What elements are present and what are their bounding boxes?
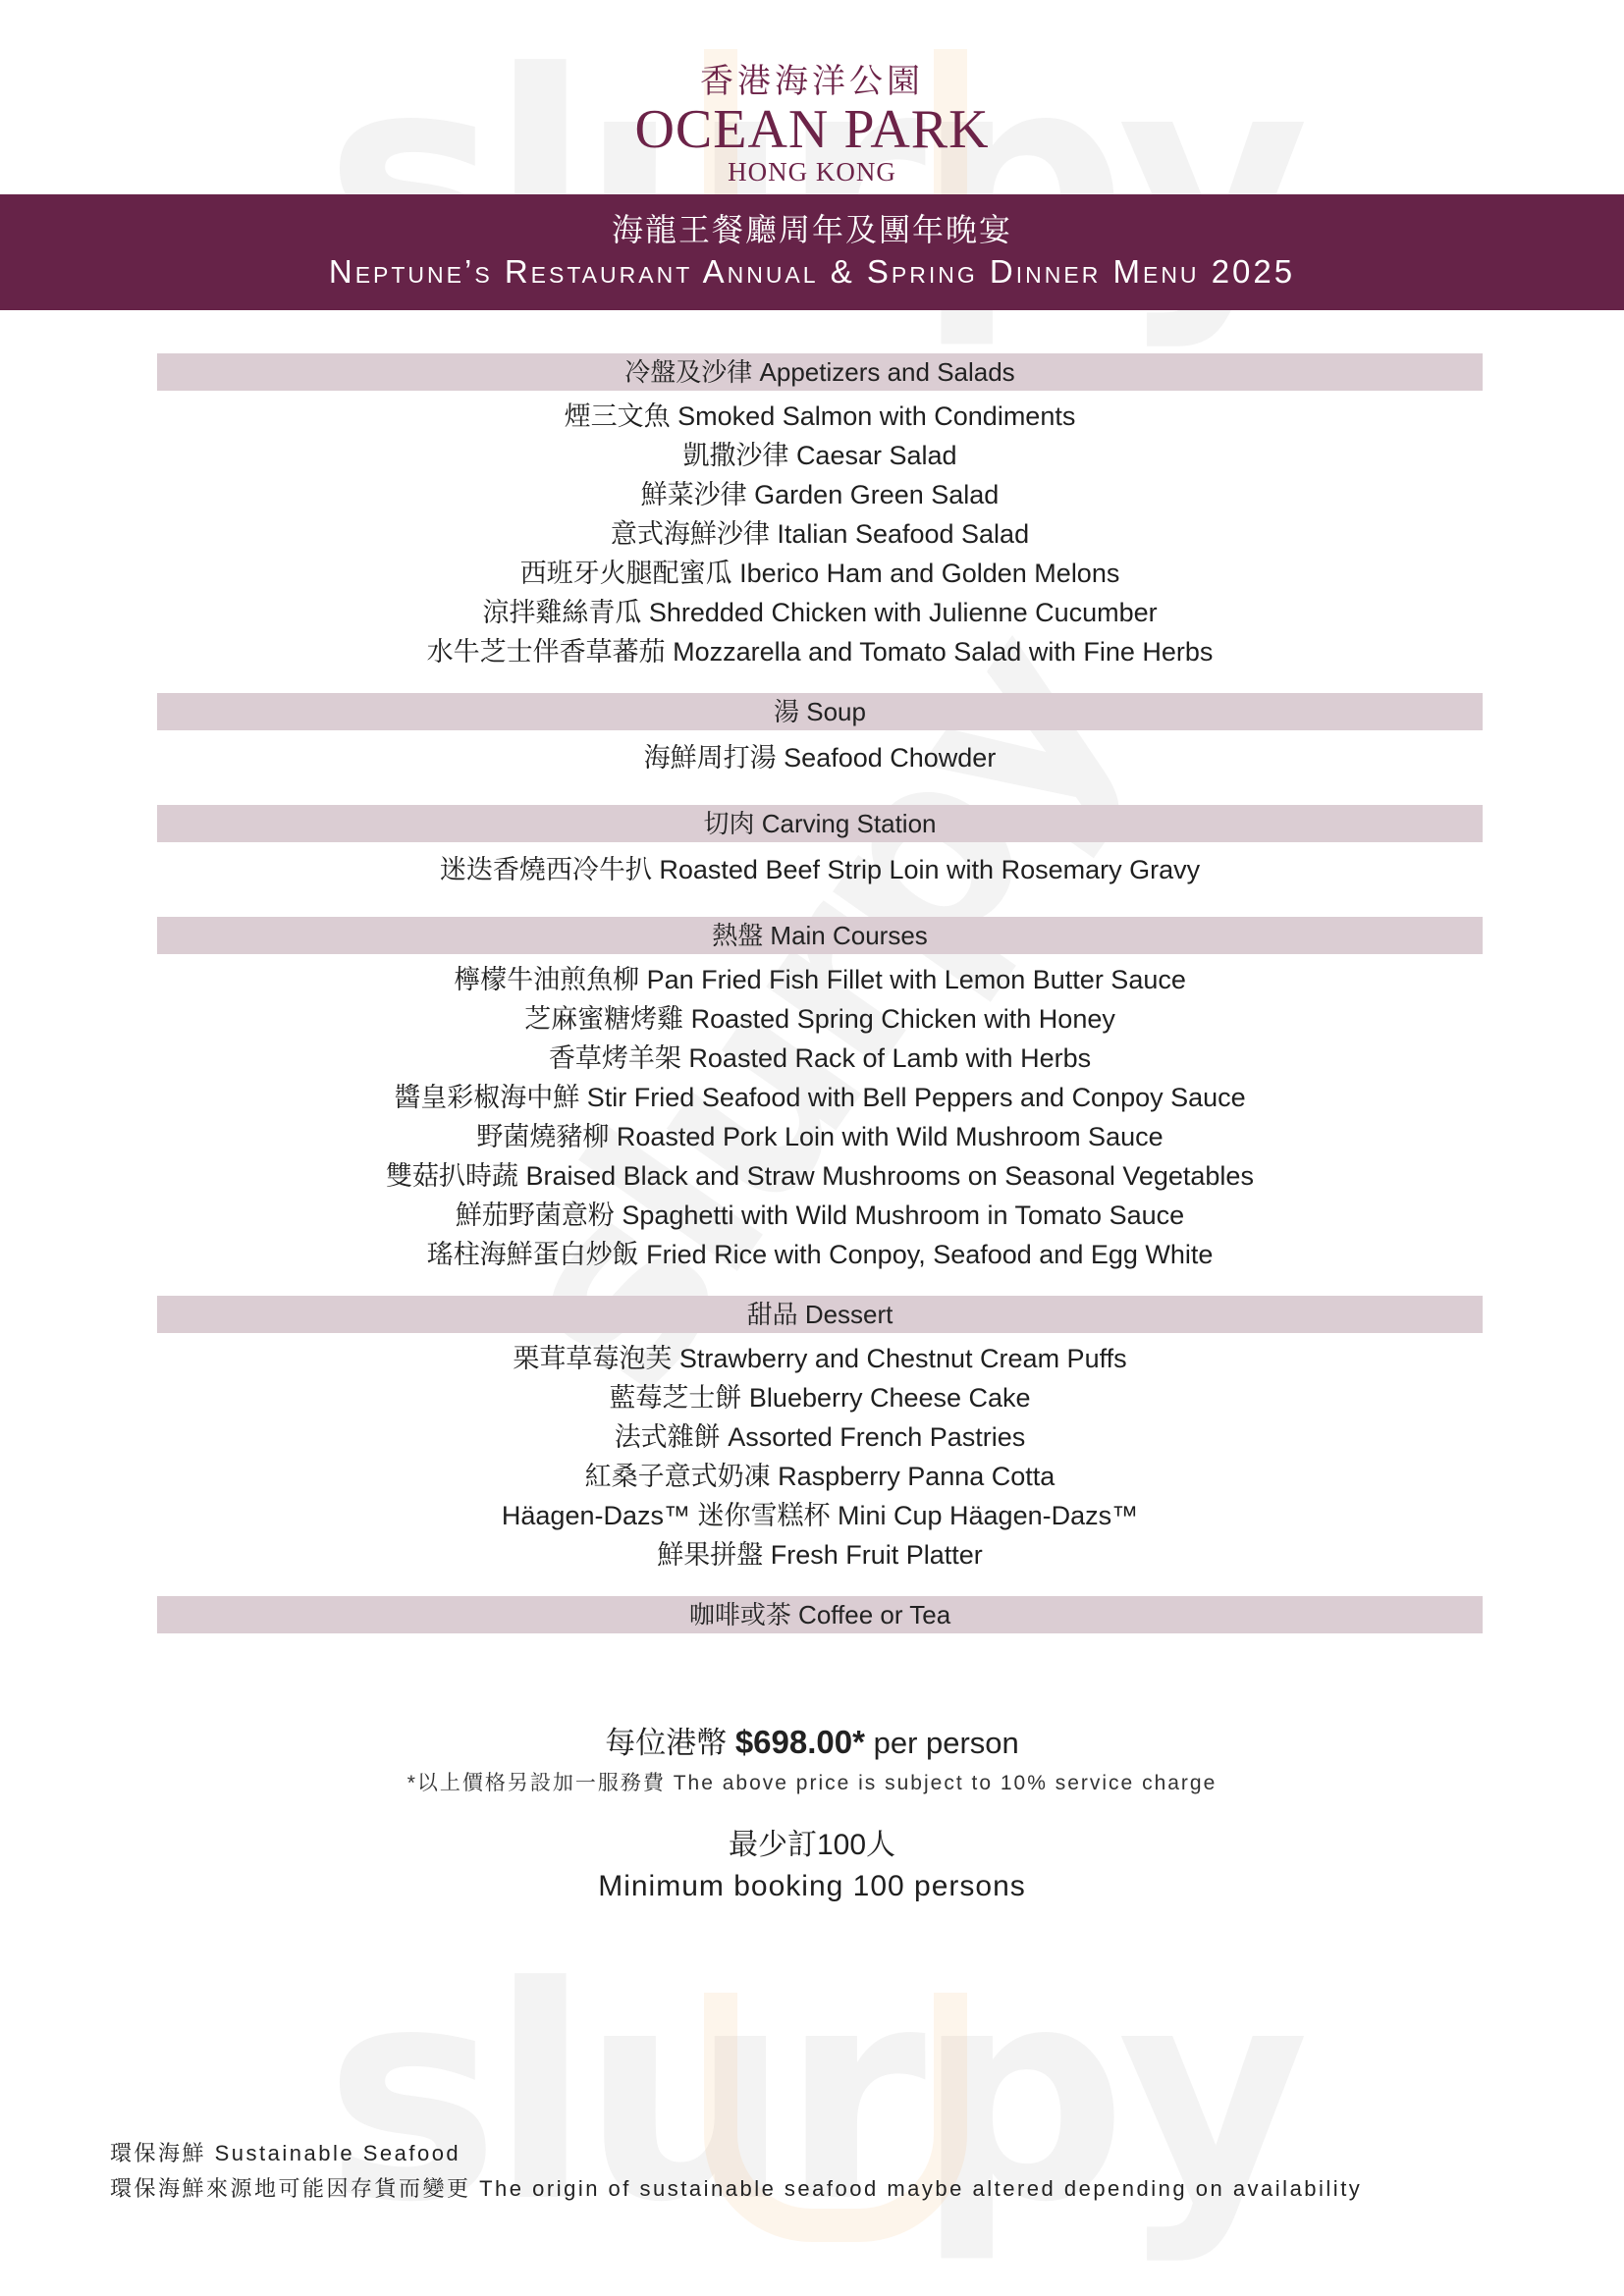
minimum-booking-chinese: 最少訂100人 xyxy=(728,1829,896,1861)
menu-item: 香草烤羊架 Roasted Rack of Lamb with Herbs xyxy=(548,1043,1092,1073)
price-block xyxy=(0,1720,1624,1907)
menu-item: 煙三文魚 Smoked Salmon with Condiments xyxy=(564,401,1076,431)
menu-item: 鮮菜沙律 Garden Green Salad xyxy=(640,480,1000,509)
menu-item: 醬皇彩椒海中鮮 Stir Fried Seafood with Bell Peppers and Conpoy Sauce xyxy=(394,1083,1246,1112)
price-prefix: 每位港幣 xyxy=(605,1726,735,1760)
section-dessert xyxy=(157,1296,1483,1575)
section-carving xyxy=(157,805,1483,895)
menu-item: 藍莓芝士餅 Blueberry Cheese Cake xyxy=(609,1383,1031,1413)
minimum-booking-english: Minimum booking 100 persons xyxy=(598,1870,1026,1902)
section-header: 甜品 Dessert xyxy=(157,1296,1483,1333)
menu-item: 檸檬牛油煎魚柳 Pan Fried Fish Fillet with Lemon Butter Sauce xyxy=(454,965,1186,994)
banner-title-english: Neptune’s Restaurant Annual & Spring Dinner Menu 2025 xyxy=(328,253,1296,290)
menu-item: 芝麻蜜糖烤雞 Roasted Spring Chicken with Honey xyxy=(524,1004,1115,1034)
menu-item: 野菌燒豬柳 Roasted Pork Loin with Wild Mushroom Sauce xyxy=(476,1122,1164,1151)
banner-title-chinese: 海龍王餐廳周年及團年晚宴 xyxy=(611,211,1012,248)
price-suffix: per person xyxy=(864,1726,1019,1760)
section-coffee xyxy=(157,1596,1483,1633)
menu-item: 紅桑子意式奶凍 Raspberry Panna Cotta xyxy=(584,1462,1056,1491)
title-banner xyxy=(0,194,1624,310)
menu-item: 栗茸草莓泡芙 Strawberry and Chestnut Cream Puffs xyxy=(513,1344,1127,1373)
menu-item: 海鮮周打湯 Seafood Chowder xyxy=(643,743,997,773)
service-charge-note: *以上價格另設加一服務費 The above price is subject to 10% service charge xyxy=(406,1772,1218,1794)
menu-item: 西班牙火腿配蜜瓜 Iberico Ham and Golden Melons xyxy=(519,559,1120,588)
price-line xyxy=(0,1720,1624,1766)
price-amount: $698.00* xyxy=(734,1724,865,1760)
section-header: 冷盤及沙律 Appetizers and Salads xyxy=(157,353,1483,391)
menu-item: 涼拌雞絲青瓜 Shredded Chicken with Julienne Cucumber xyxy=(482,598,1158,627)
menu-item: 凱撒沙律 Caesar Salad xyxy=(682,441,957,470)
sustainable-seafood-note: 環保海鮮來源地可能因存貨而變更 The origin of sustainable seafood maybe altered depending on availability xyxy=(110,2176,1363,2201)
section-header: 熱盤 Main Courses xyxy=(157,917,1483,954)
section-appetizers xyxy=(157,353,1483,671)
footer-notes xyxy=(110,2136,1563,2207)
menu-item: 雙菇扒時蔬 Braised Black and Straw Mushrooms on Seasonal Vegetables xyxy=(386,1161,1254,1191)
menu-item: 迷迭香燒西冷牛扒 Roasted Beef Strip Loin with Rosemary Gravy xyxy=(439,855,1201,884)
menu-item: Häagen-Dazs™ 迷你雪糕杯 Mini Cup Häagen-Dazs™ xyxy=(501,1501,1139,1530)
menu-item: 鮮果拼盤 Fresh Fruit Platter xyxy=(657,1540,983,1570)
section-soup xyxy=(157,693,1483,783)
logo-english-line2: HONG KONG xyxy=(728,157,896,187)
logo-chinese: 香港海洋公園 xyxy=(700,62,924,101)
menu-item: 瑤柱海鮮蛋白炒飯 Fried Rice with Conpoy, Seafood and Egg White xyxy=(426,1240,1214,1269)
menu xyxy=(157,353,1483,1655)
watermark-bottom xyxy=(324,1924,1299,2267)
logo-english-line1: OCEAN PARK xyxy=(634,99,990,160)
ocean-park-logo xyxy=(0,61,1624,187)
sustainable-seafood-label: 環保海鮮 Sustainable Seafood xyxy=(110,2141,461,2165)
section-mains xyxy=(157,917,1483,1274)
menu-item: 鮮茄野菌意粉 Spaghetti with Wild Mushroom in Tomato Sauce xyxy=(455,1201,1185,1230)
section-header: 切肉 Carving Station xyxy=(157,805,1483,842)
section-header: 湯 Soup xyxy=(157,693,1483,730)
section-header: 咖啡或茶 Coffee or Tea xyxy=(157,1596,1483,1633)
menu-item: 法式雜餅 Assorted French Pastries xyxy=(614,1422,1026,1452)
menu-item: 水牛芝士伴香草蕃茄 Mozzarella and Tomato Salad with Fine Herbs xyxy=(426,637,1214,667)
menu-item: 意式海鮮沙律 Italian Seafood Salad xyxy=(610,519,1030,549)
